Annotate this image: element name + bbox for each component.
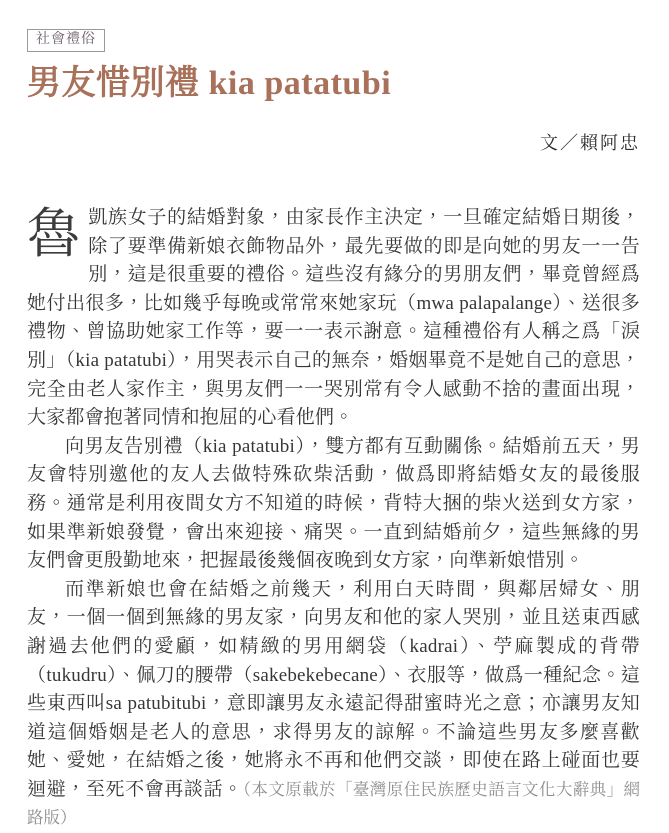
paragraph-3-text: 而準新娘也會在結婚之前幾天，利用白天時間，與鄰居婦女、朋友，一個一個到無緣的男友家，向男友和他的家人哭別，並且送東西感謝過去他們的愛顧，如精緻的男用網袋（kadrai）、苧麻製成的背帶（tukudru）、佩刀的腰帶（sakebekebecane）、衣服等，做爲一種紀念。這些東西叫sa patubitubi，意即讓男友永遠記得甜蜜時光之意；亦讓男友知道這個婚姻是老人的意思，求得男友的諒解。不論這些男友多麼喜歡她、愛她，在結婚之後，她將永不再和他們交談，即使在路上碰面也要迴避，至死不會再談話。	[27, 578, 640, 800]
article-body	[27, 204, 640, 833]
byline: 文／賴阿忠	[540, 133, 640, 153]
paragraph-1-text: 凱族女子的結婚對象，由家長作主決定，一旦確定結婚日期後，除了要準備新娘衣飾物品外，最先要做的即是向她的男友一一告別，這是很重要的禮俗。這些沒有緣分的男朋友們，畢竟曾經爲她付出很多，比如幾乎每晚或常常來她家玩（mwa palapalange）、送很多禮物、曾協助她家工作等，要一一表示謝意。這種禮俗有人稱之爲「淚別」（kia patatubi），用哭表示自己的無奈，婚姻畢竟不是她自己的意思，完全由老人家作主，與男友們一一哭別常有令人感動不捨的畫面出現，大家都會抱著同情和抱屈的心看他們。	[27, 207, 640, 429]
paragraph-2: 向男友告別禮（kia patatubi），雙方都有互動關係。結婚前五天，男友會特別邀他的友人去做特殊砍柴活動，做爲即將結婚女友的最後服務。通常是利用夜間女方不知道的時候，背特大捆的柴火送到女方家，如果準新娘發覺，會出來迎接、痛哭。一直到結婚前夕，這些無緣的男友們會更殷勤地來，把握最後幾個夜晚到女方家，向準新娘惜別。	[27, 435, 640, 572]
paragraph-1	[27, 204, 640, 433]
source-note: （本文原載於「臺灣原住民族歷史語言文化大辭典」網路版）	[27, 780, 641, 828]
paragraph-3	[27, 576, 640, 833]
page-title: 男友惜別禮 kia patatubi	[27, 65, 392, 102]
category-tag: 社會禮俗	[27, 29, 105, 52]
drop-cap: 魯	[27, 204, 82, 264]
